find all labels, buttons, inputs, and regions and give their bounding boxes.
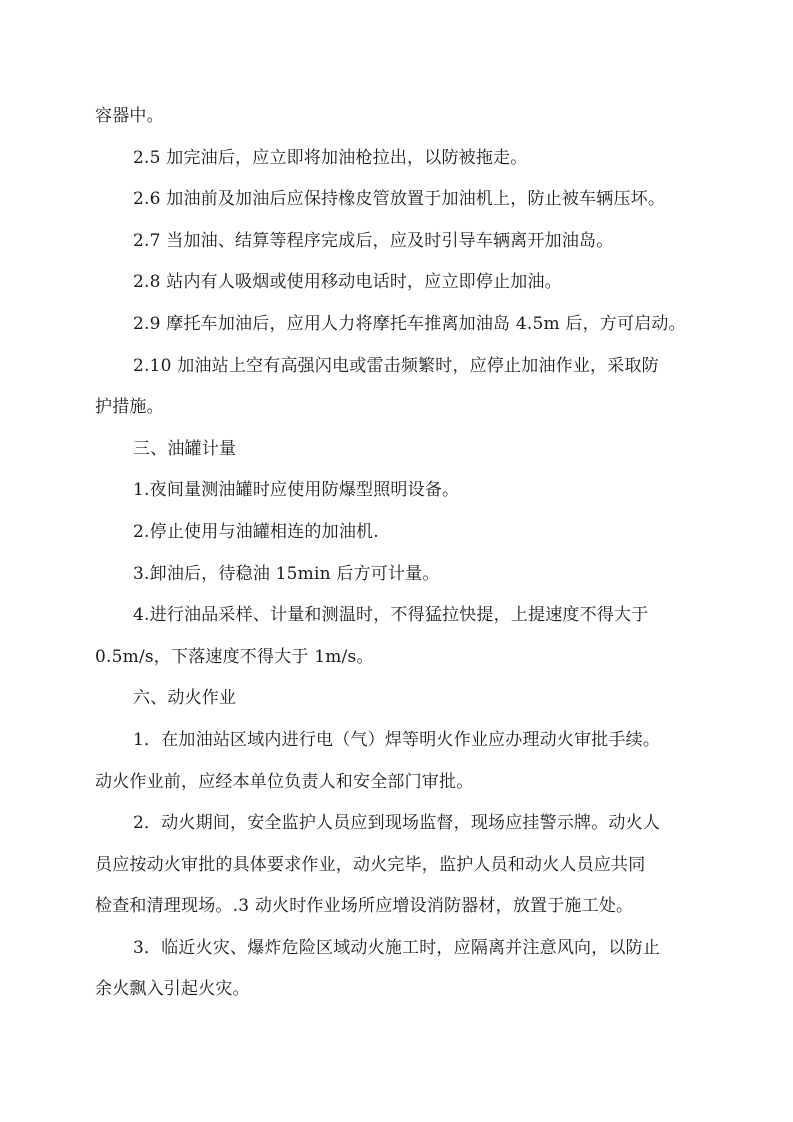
section-heading-hot-work: 六、动火作业: [133, 688, 237, 709]
item-6-3: 3．临近火灾、爆炸危险区域动火施工时，应隔离并注意风向，以防止: [133, 937, 661, 958]
text-line-continuation: 容器中。: [95, 106, 164, 126]
item-2-9: 2.9 摩托车加油后，应用人力将摩托车推离加油岛 4.5m 后，方可启动。: [133, 313, 686, 334]
item-2-7: 2.7 当加油、结算等程序完成后，应及时引导车辆离开加油岛。: [133, 230, 614, 251]
item-2-8: 2.8 站内有人吸烟或使用移动电话时，应立即停止加油。: [133, 272, 562, 293]
item-6-2-continuation-2: 检查和清理现场。.3 动火时作业场所应增设消防器材，放置于施工处。: [95, 896, 634, 917]
item-6-2: 2．动火期间，安全监护人员应到现场监督，现场应挂警示牌。动火人: [133, 813, 661, 834]
document-page: [95, 96, 705, 1011]
item-2-6: 2.6 加油前及加油后应保持橡皮管放置于加油机上，防止被车辆压坏。: [133, 189, 666, 210]
item-3-1: 1.夜间量测油罐时应使用防爆型照明设备。: [133, 480, 460, 501]
item-6-3-continuation: 余火飘入引起火灾。: [95, 979, 250, 1000]
item-2-10: 2.10 加油站上空有高强闪电或雷击频繁时，应停止加油作业，采取防: [133, 355, 659, 376]
item-3-3: 3.卸油后，待稳油 15min 后方可计量。: [133, 563, 440, 584]
item-3-2: 2.停止使用与油罐相连的加油机.: [133, 521, 379, 542]
section-heading-tank-measurement: 三、油罐计量: [133, 438, 237, 459]
item-6-1: 1．在加油站区域内进行电（气）焊等明火作业应办理动火审批手续。: [133, 729, 661, 750]
item-2-10-continuation: 护措施。: [95, 397, 164, 418]
item-3-4-continuation: 0.5m/s，下落速度不得大于 1m/s。: [95, 646, 374, 667]
item-3-4: 4.进行油品采样、计量和测温时，不得猛拉快提，上提速度不得大于: [133, 605, 649, 626]
item-6-2-continuation-1: 员应按动火审批的具体要求作业，动火完毕，监护人员和动火人员应共同: [95, 854, 646, 875]
item-2-5: 2.5 加完油后，应立即将加油枪拉出，以防被拖走。: [133, 147, 528, 168]
item-6-1-continuation: 动火作业前，应经本单位负责人和安全部门审批。: [95, 771, 474, 792]
